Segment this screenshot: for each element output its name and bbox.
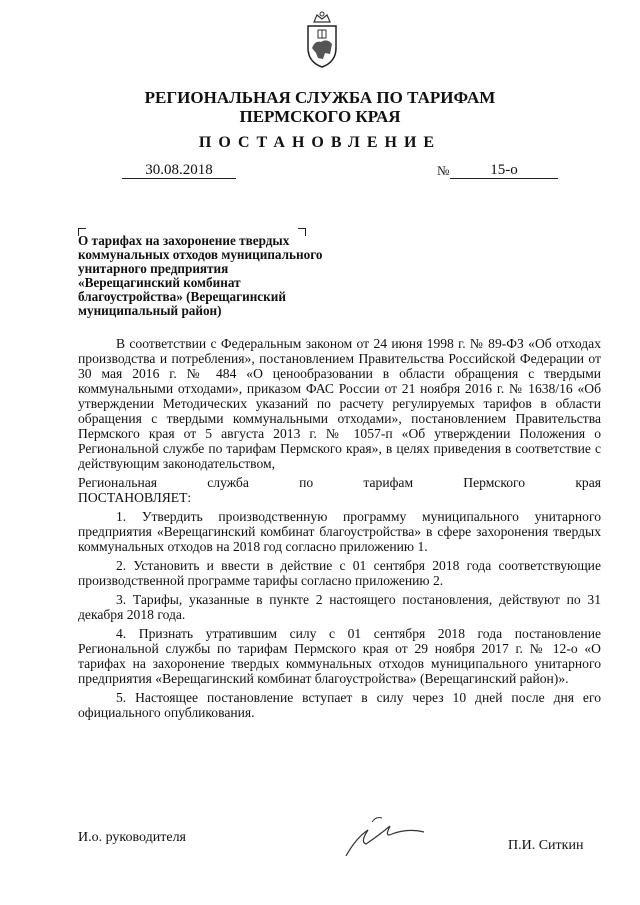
resolves-word: по bbox=[299, 475, 314, 490]
signatory-position: И.о. руководителя bbox=[78, 830, 187, 845]
item-paragraph: 1. Утвердить производственную программу муниципального унитарного предприятия «Верещагинский комбинат благоустройства» в сфере захоронения твердых коммунальных отходов на 2018 год согласно приложению 1. bbox=[78, 509, 601, 554]
resolves-line bbox=[78, 475, 601, 490]
item-paragraph: 2. Установить и ввести в действие с 01 сентября 2018 года соответствующие производственной программе тарифы согласно приложению 2. bbox=[78, 558, 601, 588]
item-paragraph: 3. Тарифы, указанные в пункте 2 настоящего постановления, действуют по 31 декабря 2018 года. bbox=[78, 592, 601, 622]
resolves-verb: ПОСТАНОВЛЯЕТ: bbox=[78, 490, 192, 505]
subject-line: благоустройства» (Верещагинский bbox=[78, 289, 286, 304]
subject-line: «Верещагинский комбинат bbox=[78, 275, 241, 290]
item-paragraph: 4. Признать утратившим силу с 01 сентября 2018 года постановление Региональной службы по тарифам Пермского края от 29 ноября 2017 г. № 12-о «О тарифах на захоронение твердых коммунальных отходов муниципального унитарного предприятия «Верещагинский комбинат благоустройства» (Верещагинский район)». bbox=[78, 626, 601, 686]
subject-line: унитарного предприятия bbox=[78, 261, 229, 276]
resolves-word: тарифам bbox=[363, 475, 414, 490]
subject-line: коммунальных отходов муниципального bbox=[78, 247, 323, 262]
item-paragraph: 5. Настоящее постановление вступает в силу через 10 дней после дня его официального опубликования. bbox=[78, 690, 601, 720]
handwritten-signature-icon bbox=[338, 808, 428, 863]
signatory-name: П.И. Ситкин bbox=[508, 838, 584, 853]
resolves-word: Пермского bbox=[463, 475, 526, 490]
resolves-word: Региональная bbox=[78, 475, 158, 490]
subject-line: О тарифах на захоронение твердых bbox=[78, 233, 290, 248]
document-type: ПОСТАНОВЛЕНИЕ bbox=[198, 134, 442, 151]
resolves-word: служба bbox=[207, 475, 249, 490]
coat-of-arms-icon bbox=[303, 10, 341, 70]
resolves-word: края bbox=[575, 475, 601, 490]
preamble-paragraph: В соответствии с Федеральным законом от 24 июня 1998 г. № 89-ФЗ «Об отходах производства и потребления», постановлением Правительства Российской Федерации от 30 мая 2016 г. № 484 «О ценообразовании в области обращения с твердыми коммунальными отходами», приказом ФАС России от 21 ноября 2016 г. № 1638/16 «Об утверждении Методических указаний по расчету регулируемых тарифов в области обращения с твердыми коммунальными отходами», постановлением Правительства Пермского края от 5 августа 2013 г. № 1057-п «Об утверждении Положения о Региональной службе по тарифам Пермского края», в целях приведения в соответствие с действующим законодательством, bbox=[78, 336, 601, 471]
document-date: 30.08.2018 bbox=[122, 162, 236, 179]
document-number: 15-о bbox=[450, 162, 558, 179]
number-label: № bbox=[437, 163, 450, 178]
document-subject bbox=[78, 234, 378, 318]
document-body bbox=[78, 336, 601, 720]
subject-line: муниципальный район) bbox=[78, 303, 222, 318]
org-name-line1: РЕГИОНАЛЬНАЯ СЛУЖБА ПО ТАРИФАМ bbox=[144, 88, 496, 107]
org-name-line2: ПЕРМСКОГО КРАЯ bbox=[239, 107, 401, 126]
